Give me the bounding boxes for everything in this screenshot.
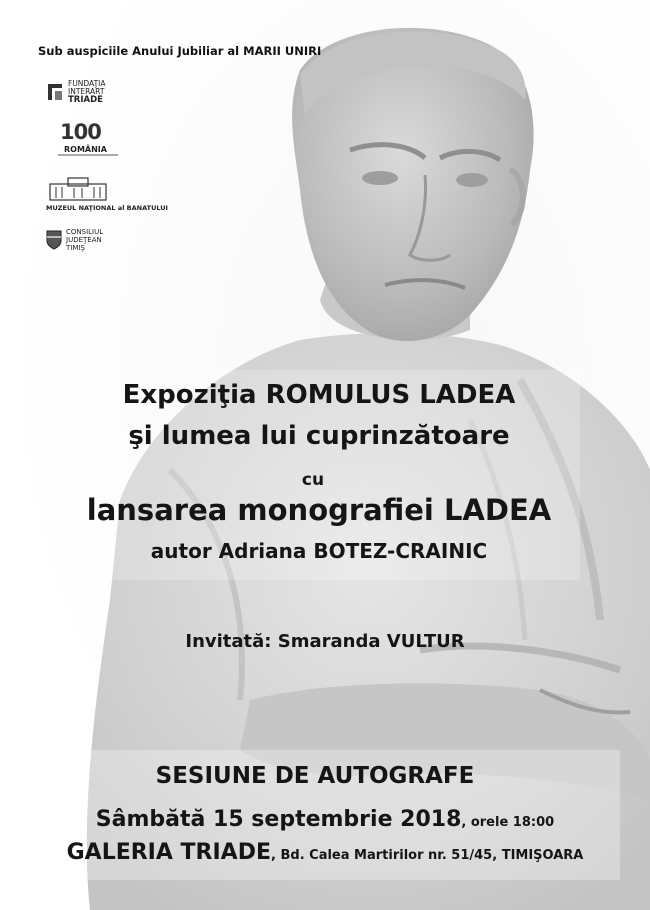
consiliu-line1: CONSILIUL [66,228,104,236]
centenar-logo [46,120,136,158]
museum-building-icon [46,176,110,202]
venue-line [0,840,650,865]
autograph-session-heading: SESIUNE DE AUTOGRAFE [155,763,475,789]
triade-line1: FUNDAŢIA [68,79,106,88]
event-time: , orele 18:00 [461,815,555,830]
exhibition-title-line1: Expoziţia ROMULUS LADEA [122,380,516,410]
author-line: autor Adriana BOTEZ-CRAINIC [150,539,488,563]
monograph-launch-title: lansarea monografiei LADEA [86,493,552,527]
auspices-line: Sub auspiciile Anului Jubiliar al MARII UNIRI [38,44,322,58]
date-line [0,807,650,832]
guest-line [0,631,650,652]
triade-line3: TRIADE [68,95,103,105]
centenar-underline [58,154,118,156]
consiliul-judetean-logo [46,228,136,256]
consiliu-line2: JUDEŢEAN [66,236,102,244]
fundatia-triade-logo [46,80,136,108]
event-date: Sâmbătă 15 septembrie 2018 [95,807,462,832]
guest-name: Smaranda VULTUR [277,631,465,652]
connector-text: cu [301,470,325,490]
triade-line2: INTERART [68,87,105,96]
centenar-number: 100 [60,120,101,144]
muzeul-banatului-logo [46,176,168,214]
consiliu-line3: TIMIŞ [66,244,85,252]
muzeu-text: MUZEUL NAŢIONAL al BANATULUI [46,204,168,212]
exhibition-title-line2: şi lumea lui cuprinzătoare [128,421,510,451]
venue-address: , Bd. Calea Martirilor nr. 51/45, TIMIŞOARA [271,848,584,863]
centenar-word: ROMÂNIA [64,145,107,154]
guest-label: Invitată: [185,631,272,652]
venue-name: GALERIA TRIADE [66,840,272,865]
triade-mark-icon [46,82,64,102]
coat-of-arms-icon [46,230,62,250]
